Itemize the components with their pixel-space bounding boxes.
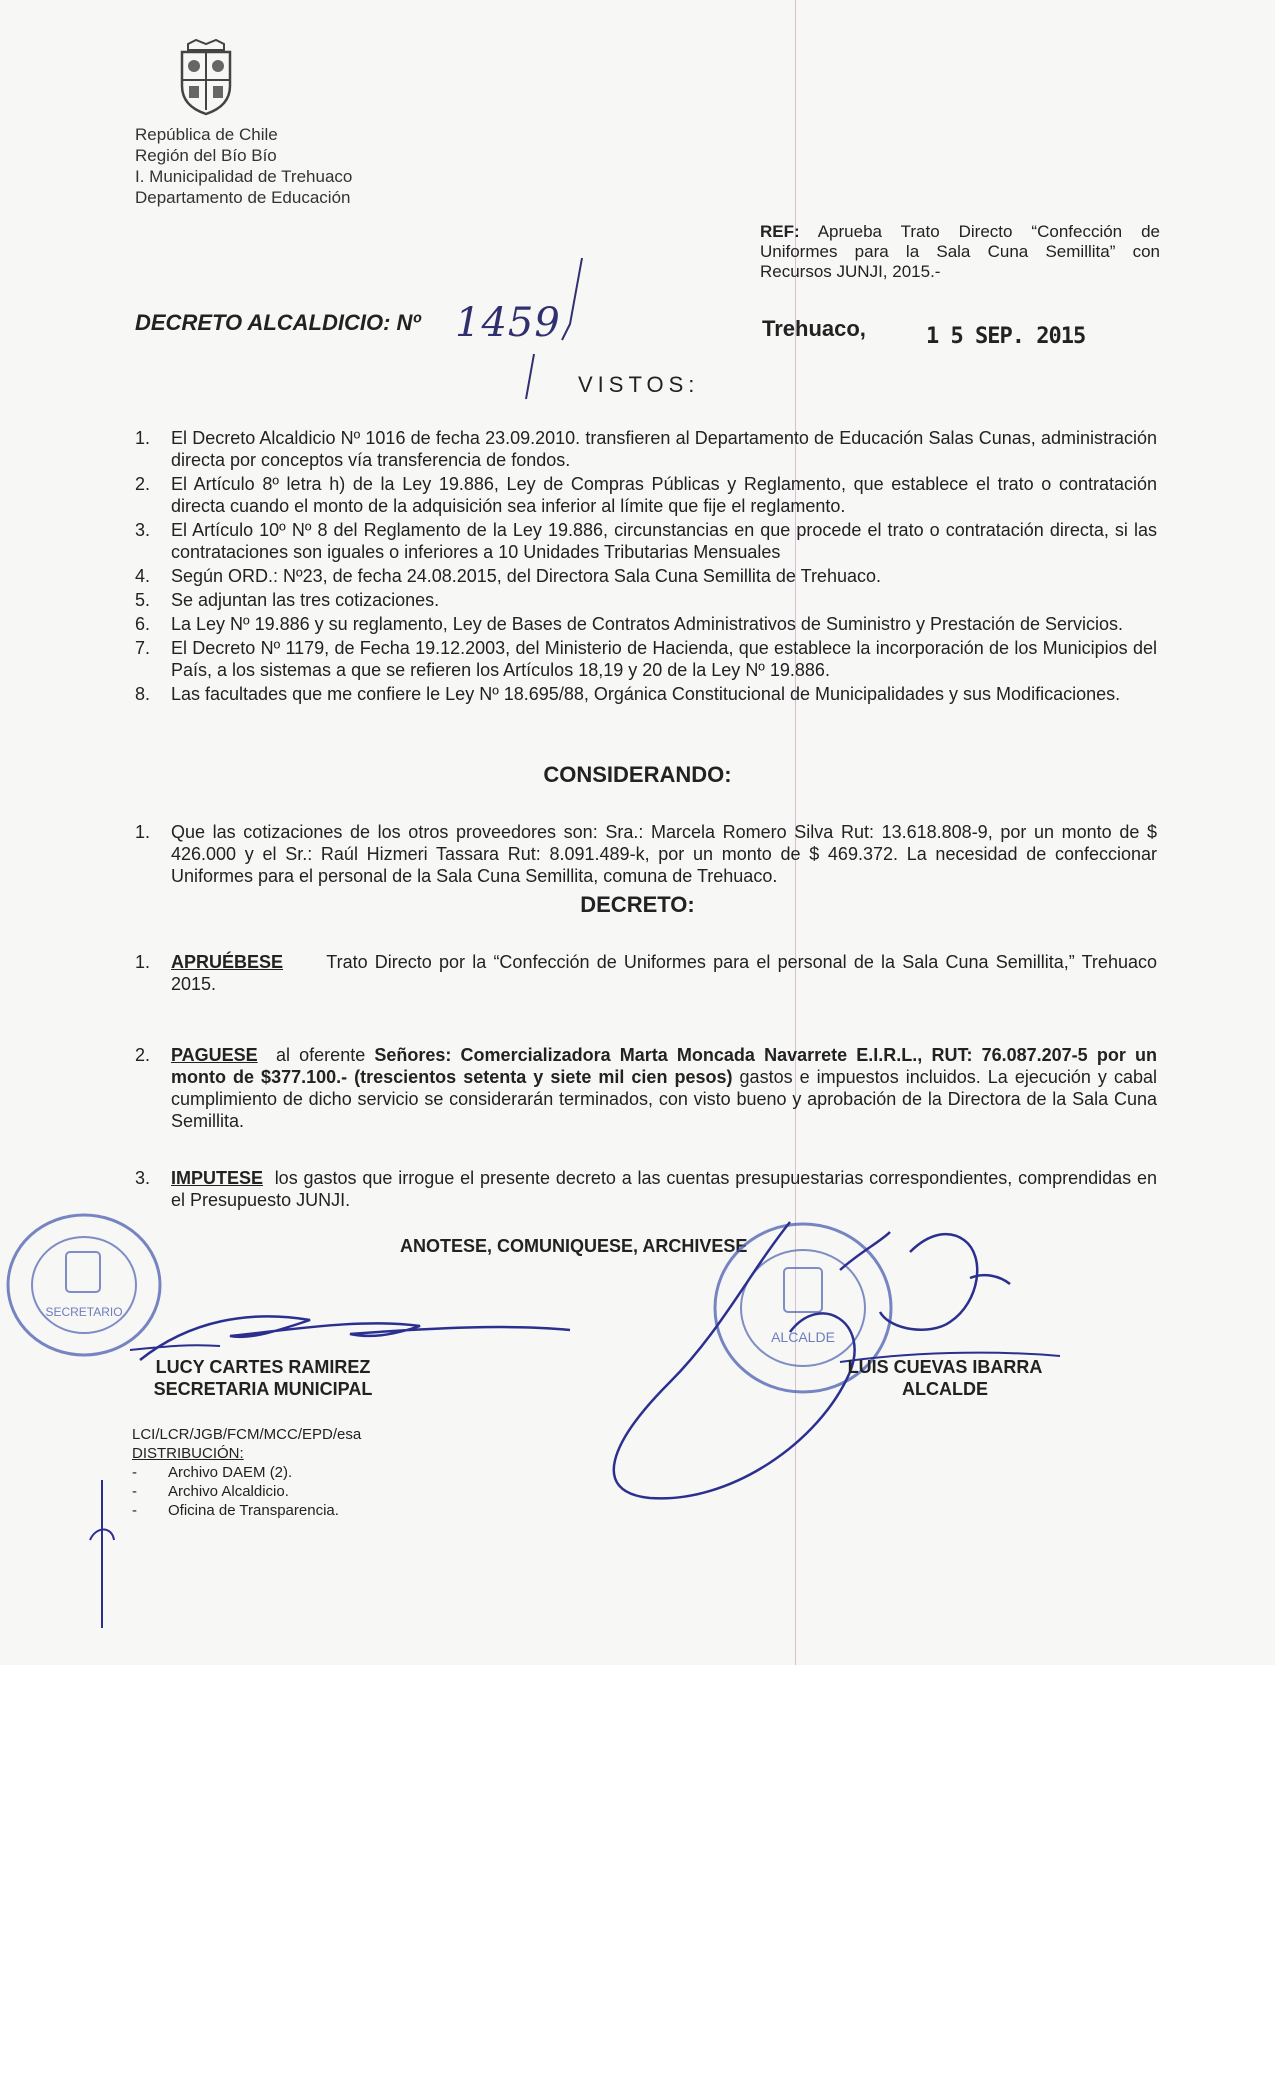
- decreto-item-2: 2. PAGUESE al oferente Señores: Comercializadora Marta Moncada Navarrete E.I.R.L., RUT: 76.087.207-5 por un monto de $377.100.- (trescientos setenta y siete mil cien pesos) gastos e impuestos incluidos. La ejecución y cabal cumplimiento de dicho servicio se considerarán terminados, con visto bueno y aprobación de la Directora de la Sala Cuna Semillita.: [135, 1045, 1157, 1131]
- distribution-footer: [132, 1425, 361, 1520]
- imputese-keyword: IMPUTESE: [171, 1168, 264, 1188]
- list-item: - Archivo Alcaldicio.: [132, 1483, 289, 1500]
- apruebese-keyword: APRUÉBESE: [171, 952, 284, 972]
- list-item: 2. El Artículo 8º letra h) de la Ley 19.886, Ley de Compras Públicas y Reglamento, que establece el trato o contratación directa cuando el monto de la adquisición sea inferior al límite que fije el reglamento.: [135, 474, 1157, 516]
- decreto-item-3: 3. IMPUTESE los gastos que irrogue el presente decreto a las cuentas presupuestarias correspondientes, comprendidas en el Presupuesto JUNJI.: [135, 1168, 1157, 1210]
- header-municipality: I. Municipalidad de Trehuaco: [135, 167, 353, 186]
- reference-block: [760, 222, 1160, 282]
- ref-text: Aprueba Trato Directo “Confección de Uniformes para la Sala Cuna Semillita” con Recursos JUNJI, 2015.-: [760, 222, 1161, 281]
- decreto-item-1: 1. APRUÉBESE Trato Directo por la “Confección de Uniformes para el personal de la Sala Cuna Semillita,” Trehuaco 2015.: [135, 952, 1157, 994]
- list-item: 4. Según ORD.: Nº23, de fecha 24.08.2015, del Directora Sala Cuna Semillita de Trehuaco.: [135, 566, 881, 586]
- list-item: 6. La Ley Nº 19.886 y su reglamento, Ley de Bases de Contratos Administrativos de Suministro y Prestación de Servicios.: [135, 614, 1124, 634]
- header-region: Región del Bío Bío: [135, 146, 277, 165]
- list-item: 1. El Decreto Alcaldicio Nº 1016 de fecha 23.09.2010. transfieren al Departamento de Educación Salas Cunas, administración directa por conceptos vía transferencia de fondos.: [135, 428, 1157, 470]
- svg-text:ALCALDE: ALCALDE: [771, 1329, 835, 1345]
- list-item: - Oficina de Transparencia.: [132, 1502, 339, 1519]
- secretary-name: LUCY CARTES RAMIREZ: [155, 1357, 371, 1377]
- secretary-signature-block: [128, 1356, 398, 1400]
- ref-label: REF:: [760, 222, 800, 241]
- mayor-title: ALCALDE: [902, 1379, 988, 1399]
- paguese-keyword: PAGUESE: [171, 1045, 258, 1065]
- list-item: 1. Que las cotizaciones de los otros proveedores son: Sra.: Marcela Romero Silva Rut: 13.618.808-9, por un monto de $ 426.000 y el Sr.: Raúl Hizmeri Tassara Rut: 8.091.489-k, por un monto de $ 469.372. La necesidad de confeccionar Uniformes para el personal de la Sala Cuna Semillita, comuna de Trehuaco.: [135, 822, 1157, 886]
- coat-of-arms-icon: [176, 40, 236, 116]
- initials: LCI/LCR/JGB/FCM/MCC/EPD/esa: [132, 1426, 362, 1443]
- mayor-signature-block: [820, 1356, 1070, 1400]
- vistos-heading: VISTOS:: [578, 372, 700, 397]
- distribution-label: DISTRIBUCIÓN:: [132, 1445, 244, 1462]
- header-department: Departamento de Educación: [135, 188, 351, 207]
- payee-details: Señores: Comercializadora Marta Moncada Navarrete E.I.R.L., RUT: 76.087.207-5 por un monto de $377.100.- (trescientos setenta y siete mil cien pesos): [171, 1045, 1157, 1087]
- decree-title: DECRETO ALCALDICIO: Nº: [135, 310, 421, 335]
- list-item: 8. Las facultades que me confiere le Ley Nº 18.695/88, Orgánica Constitucional de Municipalidades y sus Modificaciones.: [135, 684, 1121, 704]
- header-country: República de Chile: [135, 125, 278, 144]
- secretary-title: SECRETARIA MUNICIPAL: [153, 1379, 373, 1399]
- date-stamp: 1 5 SEP. 2015: [926, 324, 1086, 349]
- considerando-heading: CONSIDERANDO:: [543, 762, 732, 787]
- list-item: 5. Se adjuntan las tres cotizaciones.: [135, 590, 440, 610]
- svg-text:SECRETARIO: SECRETARIO: [45, 1305, 123, 1319]
- place: Trehuaco,: [762, 316, 866, 341]
- list-item: 7. El Decreto Nº 1179, de Fecha 19.12.2003, del Ministerio de Hacienda, que establece la incorporación de los Municipios del País, a los sistemas a que se refieren los Artículos 18,19 y 20 de la Ley Nº 19.886.: [135, 638, 1157, 680]
- mayor-name: LUIS CUEVAS IBARRA: [847, 1357, 1043, 1377]
- decree-number: 1459: [455, 300, 561, 346]
- closing-formula: ANOTESE, COMUNIQUESE, ARCHIVESE: [400, 1236, 748, 1256]
- list-item: - Archivo DAEM (2).: [132, 1464, 293, 1481]
- issuer-header: [135, 124, 352, 208]
- considerando-list: [135, 821, 1157, 889]
- vistos-list: [135, 427, 1157, 707]
- list-item: 3. El Artículo 10º Nº 8 del Reglamento de la Ley 19.886, circunstancias en que procede el trato o contratación directa, si las contrataciones son iguales o inferiores a 10 Unidades Tributarias Mensuales: [135, 520, 1157, 562]
- margin-ink-mark: [84, 1480, 124, 1630]
- decreto-heading: DECRETO:: [580, 892, 695, 917]
